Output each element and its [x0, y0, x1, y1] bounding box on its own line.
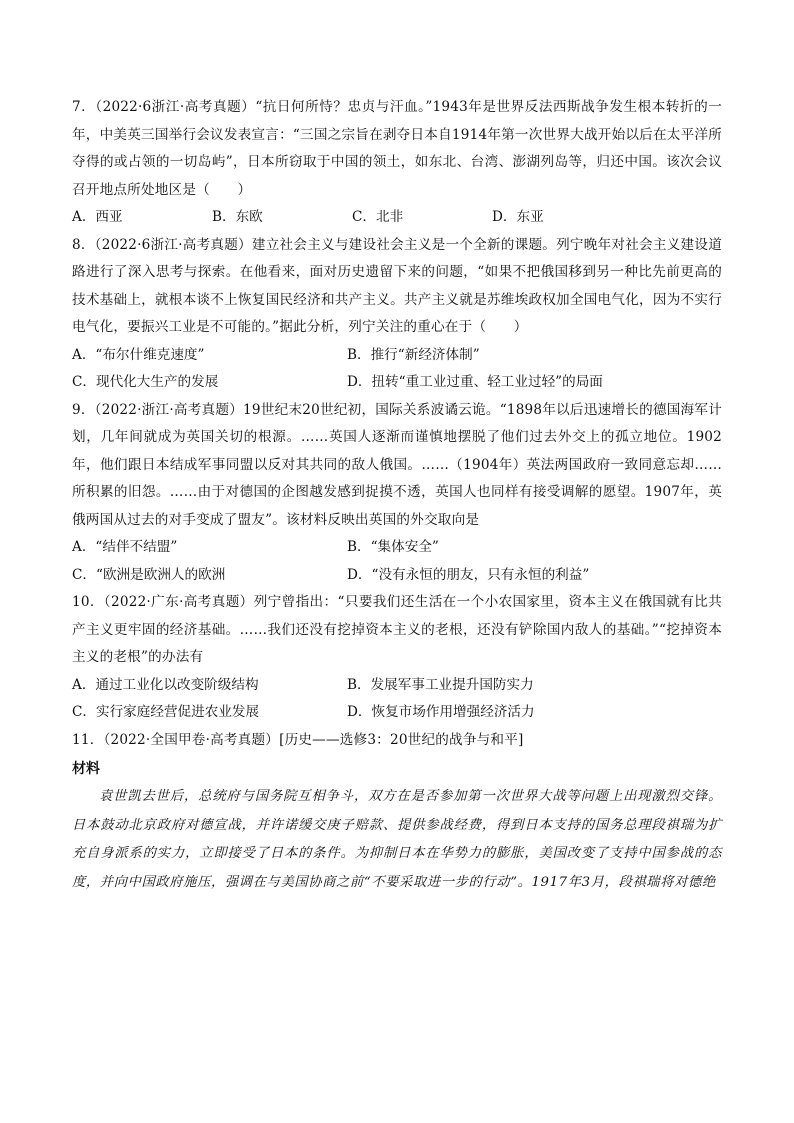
option-a: A．通过工业化以改变阶级结构 — [72, 676, 259, 693]
question-8-stem: 8．（2022·6浙江·高考真题）建立社会主义与建设社会主义是一个全新的课题。列宁晚年对社会主义建设道路进行了深入思考与探索。在他看来，面对历史遗留下来的问题，“如果不把俄国移到另一种比先前更高的技术基础上，就根本谈不上恢复国民经济和共产主义。共产主义就是苏维埃政权加全国电气化，因为不实行电气化，要振兴工业是不可能的。”据此分析，列宁关注的重心在于（ ） — [72, 236, 722, 335]
question-10-options — [72, 672, 722, 727]
option-c: C．“欧洲是欧洲人的欧洲 — [72, 566, 226, 583]
option-b: B．“集体安全” — [347, 539, 439, 555]
question-9-options — [72, 534, 722, 589]
material-body: 袁世凯去世后，总统府与国务院互相争斗，双方在是否参加第一次世界大战等问题上出现激烈交锋。日本鼓动北京政府对德宣战，并许诺缓交庚子赔款、提供参战经费，得到日本支持的国务总理段祺瑞为扩充自身派系的实力，立即接受了日本的条件。为抑制日本在华势力的膨胀，美国改变了支持中国参战的态度，并向中国政府施压，强调在与美国协商之前“不要采取进一步的行动”。1917年3月，段祺瑞将对德绝 — [72, 789, 722, 890]
material-title: 材料 — [72, 761, 100, 777]
option-b: B．推行“新经济体制” — [347, 346, 480, 363]
question-8-options — [72, 342, 722, 397]
option-d: D．“没有永恒的朋友，只有永恒的利益” — [347, 566, 590, 583]
option-a: A．“布尔什维克速度” — [72, 346, 205, 363]
question-11-stem: 11．（2022·全国甲卷·高考真题）[历史——选修3：20世纪的战争与和平] — [72, 731, 524, 748]
question-9-stem: 9．（2022·浙江·高考真题）19世纪末20世纪初，国际关系波谲云诡。“1898年以后迅速增长的德国海军计划，几年间就成为英国关切的根源。……英国人逐渐而谨慎地摆脱了他们过去外交上的孤立地位。1902年，他们跟日本结成军事同盟以反对其共同的敌人俄国。……（1904年）英法两国政府一致同意忘却……所积累的旧怨。……由于对德国的企图越发感到捉摸不透，英国人也同样有接受调解的愿望。1907年，英俄两国从过去的对手变成了盟友”。该材料反映出英国的外交取向是 — [72, 401, 722, 528]
option-b: B．东欧 — [212, 209, 263, 225]
option-c: C．北非 — [352, 209, 404, 225]
question-7-options — [72, 204, 722, 232]
option-a: A．西亚 — [72, 209, 123, 225]
question-page — [72, 94, 722, 897]
option-d: D．东亚 — [492, 209, 544, 225]
question-10-stem: 10．（2022·广东·高考真题）列宁曾指出：“只要我们还生活在一个小农国家里，资本主义在俄国就有比共产主义更牢固的经济基础。……我们还没有挖掉资本主义的老根，还没有铲除国内敌人的基础。”“挖掉资本主义的老根”的办法有 — [72, 594, 722, 665]
option-a: A．“结伴不结盟” — [72, 539, 178, 555]
option-b: B．发展军事工业提升国防实力 — [347, 676, 534, 693]
question-7-stem: 7．（2022·6浙江·高考真题）“抗日何所恃？忠贞与汗血。”1943年是世界反法西斯战争发生根本转折的一年，中美英三国举行会议发表宣言：“三国之宗旨在剥夺日本自1914年第一次世界大战开始以后在太平洋所夺得的或占领的一切岛屿”，日本所窃取于中国的领土，如东北、台湾、澎湖列岛等，归还中国。该次会议召开地点所处地区是（ ） — [72, 99, 722, 198]
option-c: C．实行家庭经营促进农业发展 — [72, 704, 260, 720]
option-d: D．扭转“重工业过重、轻工业过轻”的局面 — [347, 374, 603, 390]
option-d: D．恢复市场作用增强经济活力 — [347, 704, 535, 720]
option-c: C．现代化大生产的发展 — [72, 374, 219, 390]
